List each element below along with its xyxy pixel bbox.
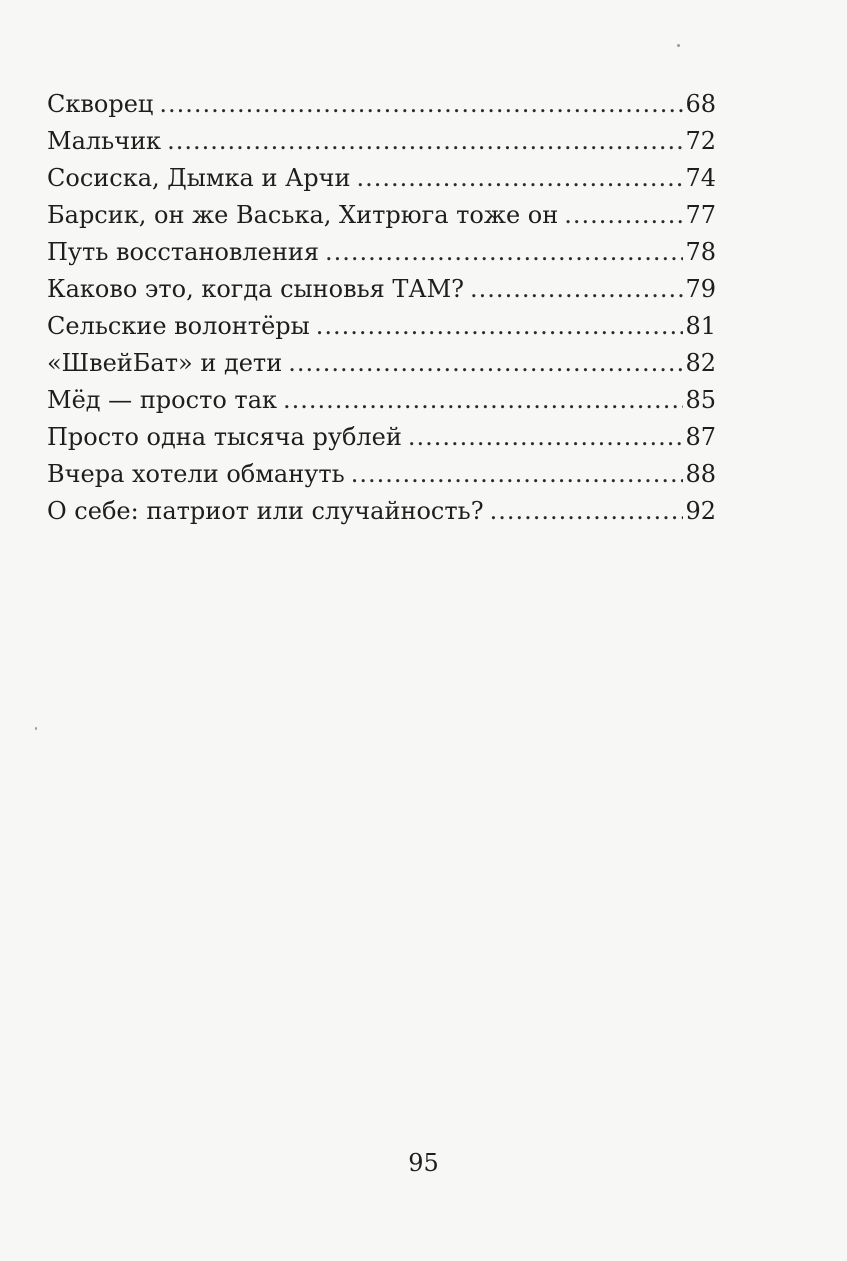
toc-entry-title: О себе: патриот или случайность? <box>47 497 484 525</box>
toc-entry-page: 85 <box>685 386 716 414</box>
paper-speck <box>677 44 680 47</box>
toc-entry <box>47 308 716 345</box>
toc-dot-leader <box>167 123 683 160</box>
toc-entry-page: 68 <box>685 90 716 118</box>
toc-entry-page: 88 <box>685 460 716 488</box>
toc-entry-page: 82 <box>685 349 716 377</box>
toc-entry-title: «ШвейБат» и дети <box>47 349 283 377</box>
toc-dot-leader <box>325 234 683 271</box>
toc-entry-page: 77 <box>685 201 716 229</box>
toc-entry-title: Скворец <box>47 90 154 118</box>
toc-entry-page: 81 <box>685 312 716 340</box>
toc-dot-leader <box>490 493 684 530</box>
toc-entry-page: 74 <box>685 164 716 192</box>
toc-entry-title: Путь восстановления <box>47 238 319 266</box>
toc-dot-leader <box>159 86 683 123</box>
toc-entry <box>47 382 716 419</box>
toc-entry-title: Просто одна тысяча рублей <box>47 423 402 451</box>
toc-dot-leader <box>470 271 683 308</box>
paper-speck <box>35 727 37 730</box>
toc-entry <box>47 345 716 382</box>
toc-entry-page: 87 <box>685 423 716 451</box>
toc-dot-leader <box>564 197 683 234</box>
toc-entry <box>47 271 716 308</box>
toc-entry <box>47 234 716 271</box>
toc-entry <box>47 197 716 234</box>
toc-entry-page: 78 <box>685 238 716 266</box>
toc-dot-leader <box>357 160 684 197</box>
toc-dot-leader <box>288 345 683 382</box>
toc-entry-title: Сельские волонтёры <box>47 312 310 340</box>
toc-entry <box>47 493 716 530</box>
toc-entry-page: 79 <box>685 275 716 303</box>
toc-entry <box>47 86 716 123</box>
toc-entry-title: Мальчик <box>47 127 162 155</box>
toc-entry <box>47 456 716 493</box>
toc-dot-leader <box>351 456 684 493</box>
toc-entry <box>47 160 716 197</box>
toc-entry-title: Сосиска, Дымка и Арчи <box>47 164 351 192</box>
toc-entry-page: 92 <box>685 497 716 525</box>
toc-dot-leader <box>316 308 684 345</box>
toc-entry-page: 72 <box>685 127 716 155</box>
toc-entry-title: Каково это, когда сыновья ТАМ? <box>47 275 465 303</box>
toc-dot-leader <box>283 382 683 419</box>
table-of-contents <box>47 86 716 530</box>
toc-entry-title: Барсик, он же Васька, Хитрюга тоже он <box>47 201 559 229</box>
page-number: 95 <box>408 1149 439 1177</box>
toc-entry <box>47 123 716 160</box>
toc-entry-title: Мёд — просто так <box>47 386 278 414</box>
toc-entry-title: Вчера хотели обмануть <box>47 460 345 488</box>
toc-dot-leader <box>408 419 684 456</box>
toc-entry <box>47 419 716 456</box>
